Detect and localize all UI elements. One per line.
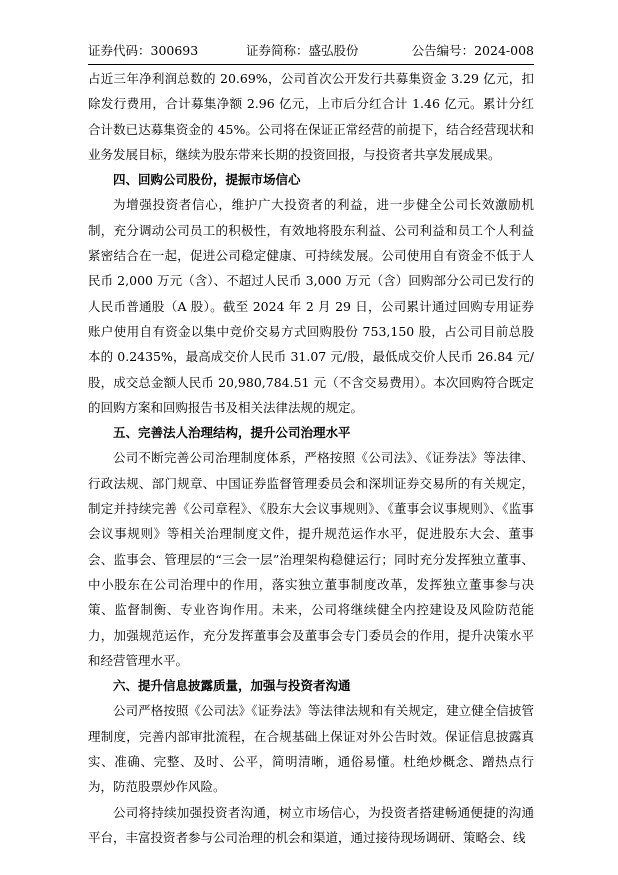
- paragraph-share-buyback: 为增强投资者信心，维护广大投资者的利益，进一步健全公司长效激励机制，充分调动公司员工的积极性，有效地将股东利益、公司利益和员工个人利益紧密结合在一起，促进公司稳定健康、可持续发展。公司使用自有资金不低于人民币 2,000 万元（含）、不超过人民币 3,000 万元（含）回购部分公司已发行的人民币普通股（A 股）。截至 2024 年 2 月 29 日，公司累计通过回购专用证券账户使用自有资金以集中竞价交易方式回购股份 753,150 股，占公司目前总股本的 0.2435%，最高成交价人民币 31.07 元/股，最低成交价人民币 26.84 元/股，成交总金额人民币 20,980,784.51 元（不含交易费用）。本次回购符合既定的回购方案和回购报告书及相关法律法规的规定。: [88, 197, 534, 415]
- section-heading-information-disclosure: 六、提升信息披露质量，加强与投资者沟通: [113, 678, 351, 694]
- paragraph-corporate-governance: 公司不断完善公司治理制度体系，严格按照《公司法》、《证券法》等法律、行政法规、部门规章、中国证券监督管理委员会和深圳证券交易所的有关规定，制定并持续完善《公司章程》、《股东大会议事规则》、《董事会议事规则》、《监事会议事规则》等相关治理制度文件，提升规范运作水平，促进股东大会、董事会、监事会、管理层的“三会一层”治理架构稳健运行；同时充分发挥独立董事、中小股东在公司治理中的作用，落实独立董事制度改革，发挥独立董事参与决策、监督制衡、专业咨询作用。未来，公司将继续健全内控建设及风险防范能力，加强规范运作，充分发挥董事会及董事会专门委员会的作用，提升决策水平和经营管理水平。: [88, 450, 534, 668]
- stock-short-name: 证券简称：盛弘股份: [246, 43, 359, 58]
- stock-code: 证券代码：300693: [88, 43, 199, 58]
- section-heading-corporate-governance: 五、完善法人治理结构，提升公司治理水平: [113, 425, 351, 441]
- paragraph-investor-communication: 公司将持续加强投资者沟通，树立市场信心，为投资者搭建畅通便捷的沟通平台，丰富投资者参与公司治理的机会和渠道，通过接待现场调研、策略会、线: [88, 804, 534, 845]
- page-header: [88, 38, 534, 65]
- announcement-number: 公告编号：2024-008: [411, 43, 534, 58]
- section-heading-share-buyback: 四、回购公司股份，提振市场信心: [113, 172, 301, 188]
- paragraph-dividend-summary: 占近三年净利润总数的 20.69%，公司首次公开发行共募集资金 3.29 亿元，扣除发行费用，合计募集净额 2.96 亿元，上市后分红合计 1.46 亿元。累计分红合计数已达募集资金的 45%。公司将在保证正常经营的前提下，结合经营现状和业务发展目标，继续为股东带来长期的投资回报，与投资者共享发展成果。: [88, 71, 534, 162]
- paragraph-information-disclosure: 公司严格按照《公司法》《证券法》等法律法规和有关规定，建立健全信披管理制度，完善内部审批流程，在合规基础上保证对外公告时效。保证信息披露真实、准确、完整、及时、公平，简明清晰，通俗易懂。杜绝炒概念、蹭热点行为，防范股票炒作风险。: [88, 703, 534, 795]
- document-body: [88, 66, 534, 850]
